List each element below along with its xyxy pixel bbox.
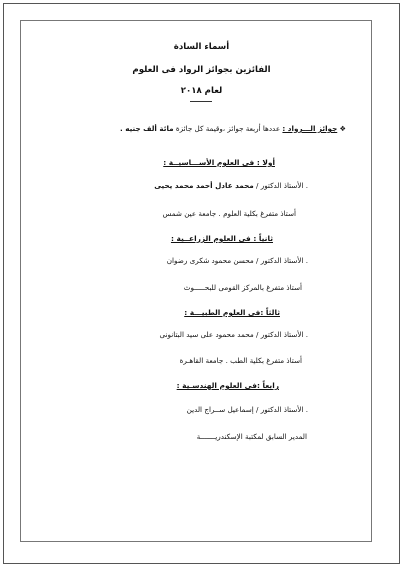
winner-affiliation: أستاذ متفرغ بكلية العلوم . جامعة عين شمس [162, 209, 296, 218]
header-underline [190, 101, 212, 102]
header-line-1: أسماء السادة [173, 42, 230, 52]
intro-label: جوائز الـــرواد : [282, 124, 338, 133]
winner-name-line [187, 405, 308, 414]
winner-affiliation: أستاذ متفرغ بكلية الطب . جامعة القاهـرة [179, 356, 302, 365]
winner-affiliation: أستاذ متفرغ بالمركز القومى للبحـــــوث [183, 283, 302, 292]
winner-name-line [167, 256, 308, 265]
name-prefix: . الأستاذ الدكتور / [256, 256, 308, 265]
winner-name: محسن محمود شكرى رضوان [166, 256, 254, 265]
name-prefix: . الأستاذ الدكتور / [256, 405, 308, 414]
intro-bullet: ❖ [339, 124, 346, 133]
header-line-3: لعام ٢٠١٨ [180, 86, 223, 96]
winner-name-line [154, 181, 308, 190]
winner-name: محمد عادل أحمد محمد يحيى [154, 181, 254, 190]
name-prefix: . الأستاذ الدكتور / [256, 181, 308, 190]
winner-name: محمد محمود على سيد البتانونى [159, 330, 254, 339]
section-title-engineering-sciences: رابعاً :فى العلوم الهندسـية : [176, 381, 279, 390]
header-line-2: الفائزين بجوائز الرواد فى العلوم [132, 65, 271, 75]
name-prefix: . الأستاذ الدكتور / [256, 330, 308, 339]
intro-line [120, 124, 346, 133]
section-title-basic-sciences: أولا : فى العلوم الأســـاسيــة : [163, 158, 275, 167]
intro-amount: مائة ألف جنيه . [120, 124, 174, 133]
winner-name-line [160, 330, 308, 339]
intro-text: عددها أربعة جوائز ،وقيمة كل جائزة [175, 124, 281, 133]
winner-name: إسماعيل ســراج الدين [186, 405, 254, 414]
section-title-medical-sciences: ثالثاً :فى العلوم الطبيـــة : [184, 308, 280, 317]
section-title-agricultural-sciences: ثانياً : فى العلوم الزراعــية : [170, 234, 273, 243]
document-border [20, 20, 372, 542]
winner-affiliation: المدير السابق لمكتبة الإسكندريـــــــة [196, 432, 307, 441]
